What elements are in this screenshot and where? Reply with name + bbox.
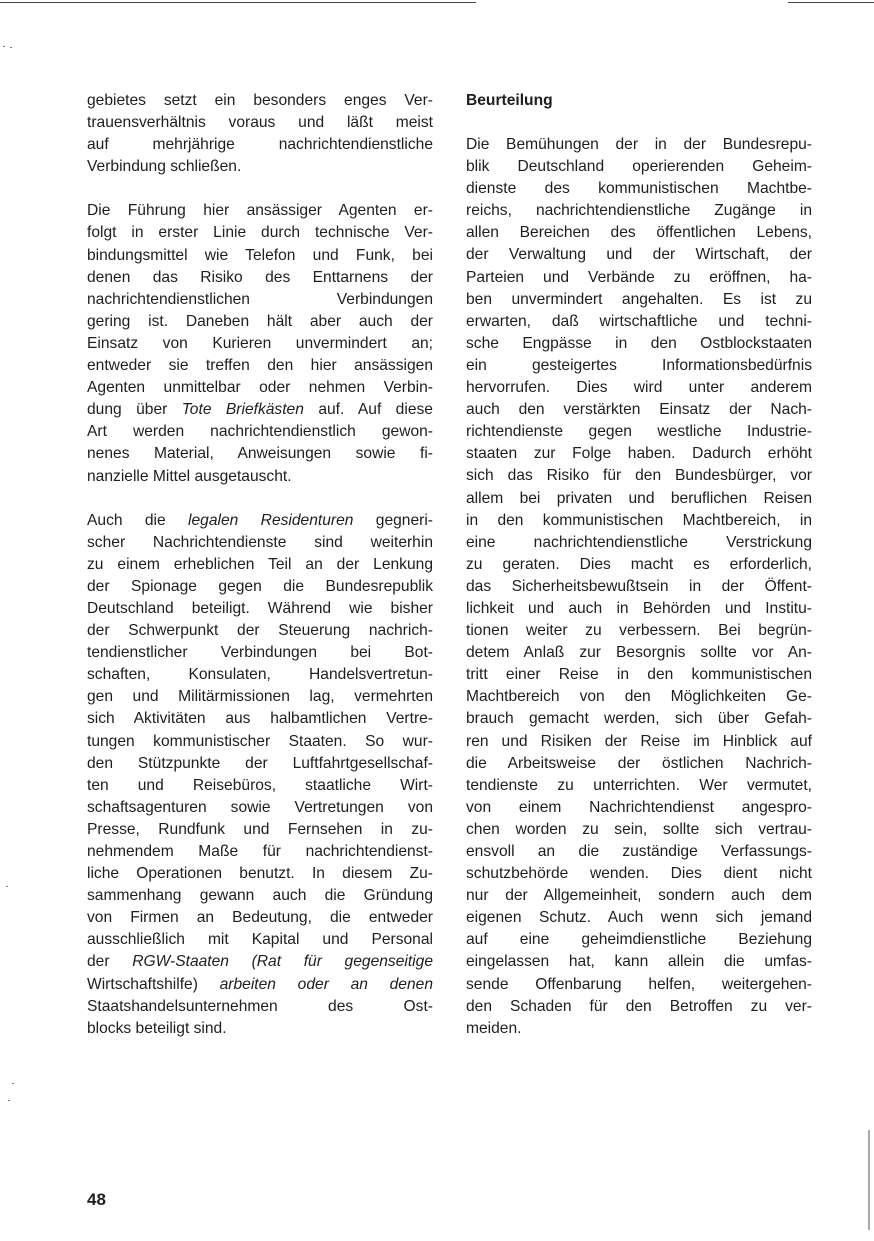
- page-number: 48: [87, 1190, 106, 1209]
- text-line: dung über Tote Briefkästen auf. Auf diese: [87, 401, 433, 419]
- text-line: sende Offenbarung helfen, weitergehen-: [466, 975, 812, 993]
- text-line: den Stützpunkte der Luftfahrtgesellschaf-: [87, 754, 433, 772]
- text-line: in den kommunistischen Machtbereich, in: [466, 511, 812, 529]
- text-line: eingelassen hat, kann allein die umfas-: [466, 953, 812, 971]
- text-line: allem bei privaten und beruflichen Reisen: [466, 489, 812, 507]
- paragraph: [466, 134, 812, 1040]
- text-line: tionen weiter zu verbessern. Bei begrün-: [466, 622, 812, 640]
- text-line: brauch gemacht werden, sich über Gefah-: [466, 710, 812, 728]
- text-line: eine nachrichtendienstliche Verstrickung: [466, 533, 812, 551]
- text-line: Deutschland beteiligt. Während wie bisher: [87, 599, 433, 617]
- text-line: zu einem erheblichen Teil an der Lenkung: [87, 555, 433, 573]
- text-line: auch den verstärkten Einsatz der Nach-: [466, 401, 812, 419]
- text-line: der RGW-Staaten (Rat für gegenseitige: [87, 953, 433, 971]
- text-line: sich Aktivitäten aus halbamtlichen Vertre-: [87, 710, 433, 728]
- text-line: Wirtschaftshilfe) arbeiten oder an denen: [87, 975, 433, 993]
- top-rule: [0, 2, 476, 3]
- text-line: auf mehrjährige nachrichtendienstliche: [87, 136, 433, 154]
- text-line: dienste des kommunistischen Machtbe-: [466, 180, 812, 198]
- left-column: [87, 90, 433, 1040]
- text-line: nehmendem Maße für nachrichtendienst-: [87, 843, 433, 860]
- scan-speck: [8, 1100, 10, 1101]
- text-line: ren und Risiken der Reise im Hinblick auf: [466, 732, 812, 750]
- top-rule-right: [788, 2, 874, 3]
- text-line: der Schwerpunkt der Steuerung nachrich-: [87, 622, 433, 640]
- text-line: Staatshandelsunternehmen des Ost-: [87, 997, 433, 1015]
- text-line: von einem Nachrichtendienst angespro-: [466, 798, 812, 816]
- text-line: chen worden zu sein, sollte sich vertrau-: [466, 820, 812, 838]
- scan-speck: [10, 47, 12, 48]
- scan-speck: [6, 886, 8, 887]
- text-line: allen Bereichen des öffentlichen Lebens,: [466, 224, 812, 242]
- text-line: sammenhang gewann auch die Gründung: [87, 887, 433, 905]
- text-line: denen das Risiko des Enttarnens der: [87, 268, 433, 286]
- scan-edge: [868, 1130, 870, 1230]
- text-line: schaftsagenturen sowie Vertretungen von: [87, 798, 433, 816]
- paragraph: [87, 90, 433, 178]
- right-paragraphs: [466, 134, 812, 1040]
- text-line: scher Nachrichtendienste sind weiterhin: [87, 533, 433, 551]
- text-line: schaften, Konsulaten, Handelsvertretun-: [87, 666, 433, 684]
- right-column: [466, 90, 812, 1040]
- text-line: nanzielle Mittel ausgetauscht.: [87, 467, 292, 485]
- text-line: Presse, Rundfunk und Fernsehen in zu-: [87, 820, 433, 838]
- text-line: ausschließlich mit Kapital und Personal: [87, 931, 433, 949]
- text-line: die Arbeitsweise der östlichen Nachrich-: [466, 754, 812, 772]
- text-line: von Firmen an Bedeutung, die entweder: [87, 909, 433, 927]
- text-line: erwarten, daß wirtschaftliche und techni-: [466, 312, 812, 330]
- text-line: Auch die legalen Residenturen gegneri-: [87, 511, 433, 529]
- scan-speck: [12, 1083, 14, 1084]
- text-line: gebietes setzt ein besonders enges Ver-: [87, 92, 433, 109]
- text-line: nenes Material, Anweisungen sowie fi-: [87, 445, 433, 463]
- scan-speck: [3, 46, 5, 47]
- text-line: tritt einer Reise in den kommunistischen: [466, 666, 812, 684]
- text-line: blik Deutschland operierenden Geheim-: [466, 158, 812, 176]
- text-line: detem Anlaß zur Besorgnis sollte vor An-: [466, 644, 812, 662]
- text-line: der Verwaltung und der Wirtschaft, der: [466, 246, 812, 264]
- emphasis: Tote Briefkästen: [181, 401, 304, 419]
- text-line: liche Operationen benutzt. In diesem Zu-: [87, 865, 433, 883]
- text-line: ensvoll an die zuständige Verfassungs-: [466, 843, 812, 860]
- text-line: hervorrufen. Dies wird unter anderem: [466, 379, 812, 397]
- text-line: richtendienste gegen westliche Industrie-: [466, 423, 812, 441]
- text-line: das Sicherheitsbewußtsein in der Öffent-: [466, 577, 812, 595]
- text-line: sich das Risiko für den Bundesbürger, vor: [466, 467, 812, 485]
- text-line: lichkeit und auch in Behörden und Institu-: [466, 599, 812, 617]
- text-line: Machtbereich von den Möglichkeiten Ge-: [466, 688, 812, 706]
- text-line: Verbindung schließen.: [87, 158, 242, 176]
- text-line: Die Bemühungen der in der Bundesrepu-: [466, 136, 812, 153]
- text-line: meiden.: [466, 1019, 522, 1037]
- text-line: bindungsmittel wie Telefon und Funk, bei: [87, 246, 433, 264]
- paragraph: [87, 200, 433, 487]
- text-line: gen und Militärmissionen lag, vermehrten: [87, 688, 433, 706]
- text-line: gering ist. Daneben hält aber auch der: [87, 312, 433, 330]
- text-line: ben unvermindert angehalten. Es ist zu: [466, 290, 812, 308]
- text-line: Agenten unmittelbar oder nehmen Verbin-: [87, 379, 433, 397]
- text-line: den Schaden für den Betroffen zu ver-: [466, 997, 812, 1015]
- text-line: folgt in erster Linie durch technische Ver-: [87, 224, 433, 242]
- text-line: trauensverhältnis voraus und läßt meist: [87, 114, 433, 132]
- paragraph: [87, 510, 433, 1040]
- text-line: sche Engpässe in den Ostblockstaaten: [466, 334, 812, 352]
- text-line: reichs, nachrichtendienstliche Zugänge in: [466, 202, 812, 220]
- text-line: ein gesteigertes Informationsbedürfnis: [466, 356, 812, 374]
- section-heading: Beurteilung: [466, 92, 553, 109]
- text-line: Art werden nachrichtendienstlich gewon-: [87, 423, 433, 441]
- text-line: staaten zur Folge haben. Dadurch erhöht: [466, 445, 812, 463]
- text-line: ten und Reisebüros, staatliche Wirt-: [87, 776, 433, 794]
- text-line: tendienste zu unterrichten. Wer vermutet,: [466, 776, 812, 794]
- text-line: der Spionage gegen die Bundesrepublik: [87, 577, 433, 595]
- text-line: blocks beteiligt sind.: [87, 1019, 227, 1037]
- emphasis: legalen Residenturen: [188, 511, 354, 529]
- text-line: tungen kommunistischer Staaten. So wur-: [87, 732, 433, 750]
- text-line: auf eine geheimdienstliche Beziehung: [466, 931, 812, 949]
- text-line: entweder sie treffen den hier ansässigen: [87, 357, 433, 375]
- emphasis: RGW-Staaten (Rat für gegenseitige: [132, 953, 433, 971]
- text-line: Die Führung hier ansässiger Agenten er-: [87, 202, 433, 220]
- text-line: schutzbehörde wenden. Dies dient nicht: [466, 865, 812, 883]
- text-line: nur der Allgemeinheit, sondern auch dem: [466, 887, 812, 905]
- emphasis: arbeiten oder an denen: [197, 975, 433, 993]
- text-line: nachrichtendienstlichen Verbindungen: [87, 290, 433, 308]
- text-line: tendienstlicher Verbindungen bei Bot-: [87, 644, 433, 662]
- text-line: zu geraten. Dies macht es erforderlich,: [466, 555, 812, 573]
- text-line: Parteien und Verbände zu eröffnen, ha-: [466, 268, 812, 286]
- text-line: Einsatz von Kurieren unvermindert an;: [87, 334, 433, 352]
- text-line: eigenen Schutz. Auch wenn sich jemand: [466, 909, 812, 927]
